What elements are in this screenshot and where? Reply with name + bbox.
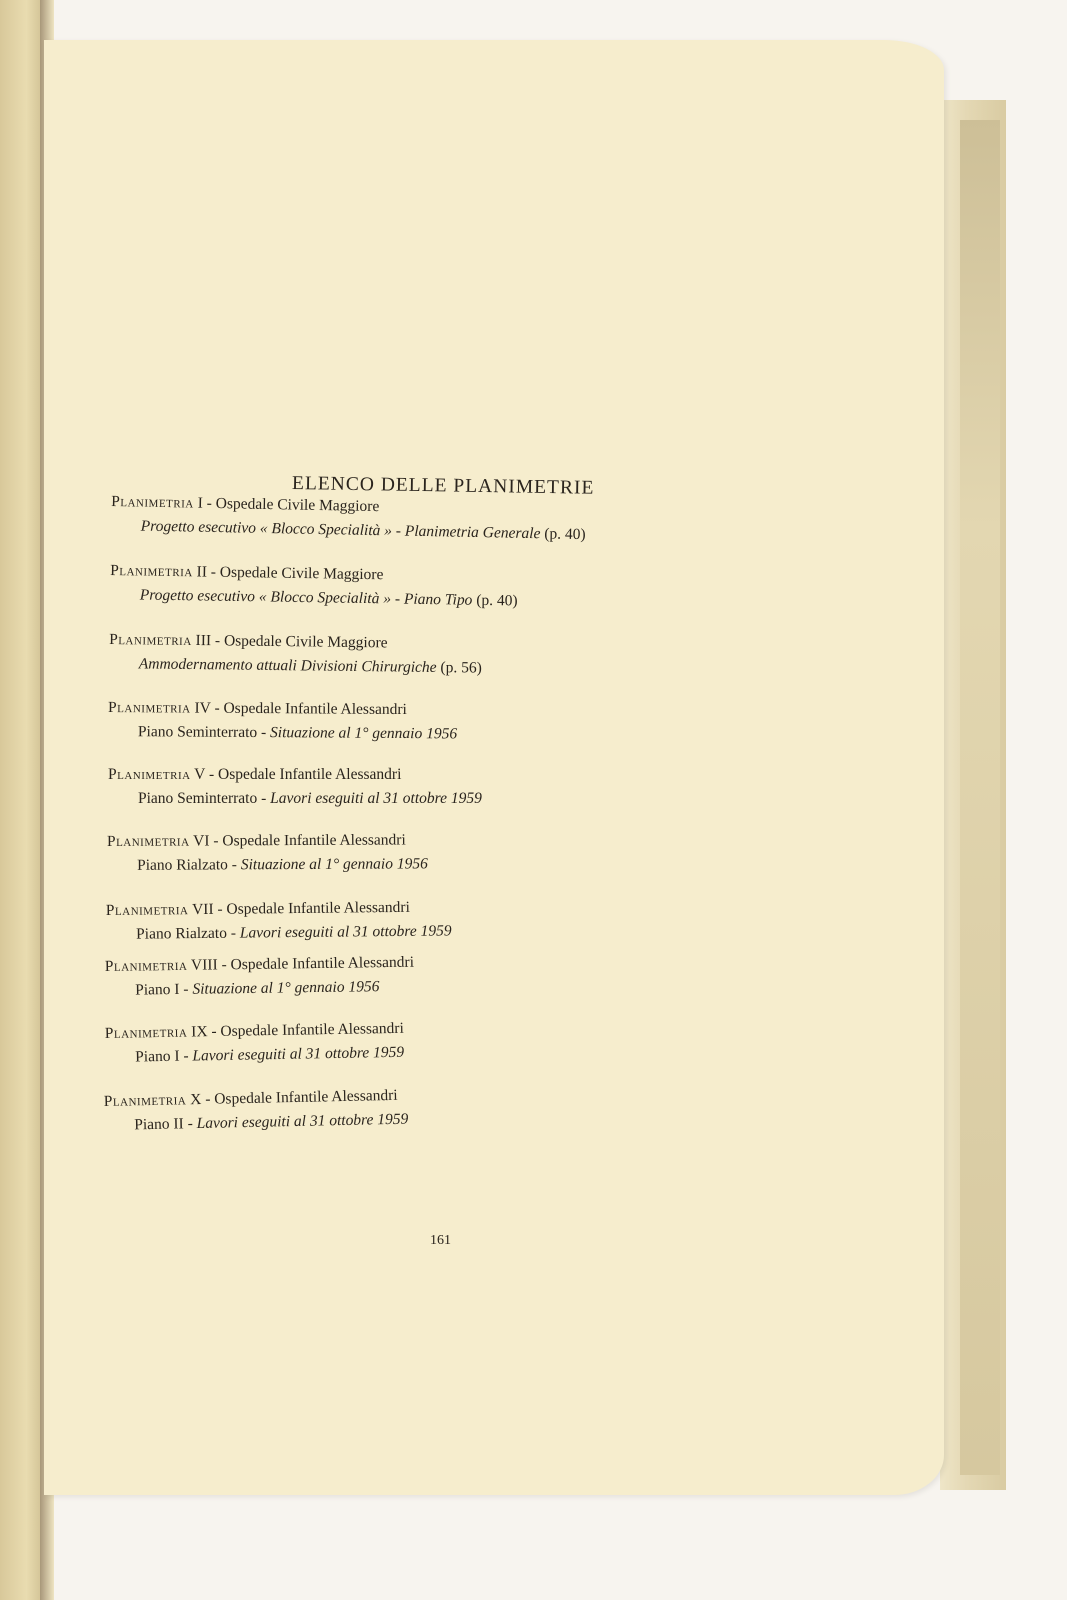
entry-sub-italic: Progetto esecutivo « Blocco Specialità » - Planimetria Generale — [140, 517, 541, 543]
entry-separator: - — [206, 563, 221, 581]
entry-sub-separator: - — [226, 924, 240, 942]
list-item — [110, 559, 831, 618]
entry-name: Ospedale Infantile Alessandri — [218, 766, 402, 783]
page-number: 161 — [430, 1233, 451, 1248]
entry-subtitle — [108, 720, 828, 749]
entry-label: Planimetria — [104, 956, 188, 976]
page-title: ELENCO DELLE PLANIMETRIE — [291, 473, 595, 499]
entry-sub-text: Piano I — [135, 1047, 180, 1066]
entry-sub-italic: Lavori eseguiti al 31 ottobre 1959 — [192, 1043, 405, 1065]
entry-label: Planimetria — [109, 631, 192, 650]
entry-label: Planimetria — [108, 766, 191, 783]
entry-separator: - — [207, 1022, 221, 1041]
entry-separator: - — [209, 832, 223, 850]
entry-number: IX — [191, 1023, 208, 1041]
entry-number: V — [194, 766, 206, 783]
list-item — [103, 1075, 824, 1138]
entry-sub-italic: Lavori eseguiti al 31 ottobre 1959 — [270, 790, 482, 807]
entry-sub-separator: - — [227, 856, 241, 874]
entry-sub-italic: Ammodernamento attuali Divisioni Chirurgiche — [138, 655, 437, 677]
entry-page-ref: (p. 40) — [472, 591, 518, 610]
entry-separator: - — [201, 1090, 215, 1108]
entry-number: IV — [194, 699, 211, 717]
entry-sub-text: Piano Seminterrato — [138, 790, 258, 807]
entry-sub-separator: - — [179, 1047, 193, 1065]
list-item — [109, 628, 830, 685]
entry-heading — [108, 763, 828, 787]
entry-name: Ospedale Infantile Alessandri — [214, 1086, 398, 1108]
list-item — [111, 490, 832, 552]
list-item — [108, 763, 828, 811]
entry-label: Planimetria — [110, 562, 193, 581]
entry-sub-italic: Progetto esecutivo « Blocco Specialità » - Piano Tipo — [139, 586, 473, 609]
entry-sub-text: Piano Seminterrato — [137, 723, 258, 742]
entry-name: Ospedale Infantile Alessandri — [230, 953, 415, 974]
list-item — [108, 696, 828, 749]
entry-sub-separator: - — [179, 980, 193, 998]
list-item — [107, 826, 827, 878]
page-stack-edge — [960, 120, 1000, 1475]
entry-sub-italic: Situazione al 1° gennaio 1956 — [240, 855, 428, 874]
entry-separator: - — [205, 766, 219, 783]
list-item — [106, 891, 826, 947]
entry-sub-italic: Lavori eseguiti al 31 ottobre 1959 — [239, 922, 452, 942]
entry-label: Planimetria — [106, 832, 190, 851]
entry-label: Planimetria — [108, 699, 191, 717]
entry-sub-text: Piano I — [135, 980, 180, 999]
entry-sub-separator: - — [183, 1115, 197, 1133]
entry-name: Ospedale Civile Maggiore — [219, 563, 384, 584]
entry-number: I — [197, 494, 203, 512]
entry-number: VI — [193, 832, 210, 850]
entry-name: Ospedale Civile Maggiore — [215, 495, 380, 516]
entry-number: III — [195, 632, 212, 650]
entry-number: II — [196, 563, 208, 581]
entry-sub-italic: Lavori eseguiti al 31 ottobre 1959 — [196, 1110, 409, 1133]
entry-label: Planimetria — [105, 901, 189, 920]
entry-sub-separator: - — [257, 790, 271, 807]
entry-name: Ospedale Infantile Alessandri — [222, 831, 406, 850]
list-item — [105, 1009, 826, 1070]
entry-sub-italic: Situazione al 1° gennaio 1956 — [192, 978, 380, 998]
entry-page-ref: (p. 40) — [540, 525, 586, 544]
entry-number: VII — [191, 900, 214, 919]
entry-sub-text: Piano II — [134, 1115, 184, 1134]
entry-separator: - — [210, 699, 224, 717]
book-page — [44, 40, 944, 1495]
entry-name: Ospedale Infantile Alessandri — [223, 699, 407, 719]
entry-number: VIII — [190, 956, 218, 974]
entry-sub-italic: Situazione al 1° gennaio 1956 — [270, 724, 458, 743]
entry-number: X — [189, 1090, 202, 1109]
entry-separator: - — [210, 632, 225, 650]
entry-sub-text: Piano Rialzato — [136, 924, 228, 943]
entry-separator: - — [213, 900, 227, 918]
entry-subtitle — [107, 850, 827, 878]
entry-name: Ospedale Infantile Alessandri — [226, 898, 410, 918]
entry-separator: - — [217, 956, 231, 974]
entry-name: Ospedale Infantile Alessandri — [220, 1019, 404, 1040]
entry-sub-text: Piano Rialzato — [137, 856, 228, 874]
entry-name: Ospedale Civile Maggiore — [223, 632, 388, 652]
entry-label: Planimetria — [103, 1091, 187, 1111]
entry-page-ref: (p. 56) — [436, 659, 482, 677]
entry-subtitle — [108, 787, 828, 811]
entry-sub-separator: - — [257, 724, 271, 742]
entry-label: Planimetria — [111, 493, 194, 512]
entry-label: Planimetria — [104, 1023, 188, 1043]
entry-separator: - — [202, 494, 216, 513]
list-item — [105, 945, 826, 1003]
